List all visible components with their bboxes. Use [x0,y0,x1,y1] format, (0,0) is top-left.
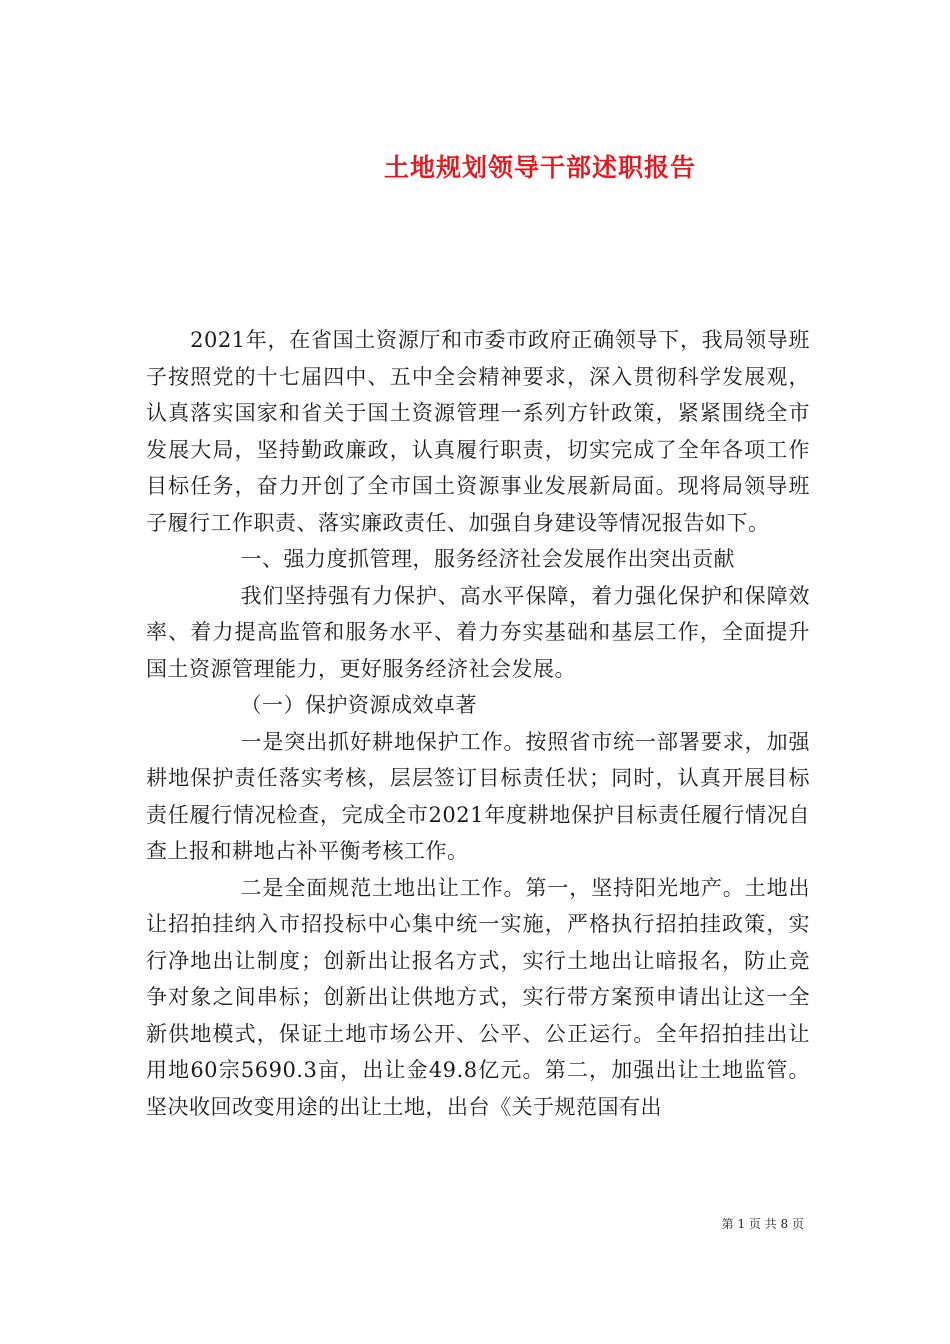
document-body [146,322,810,1125]
subsection-heading-1: （一）保护资源成效卓著 [240,693,477,717]
section-heading-1: 一、强力度抓管理，服务经济社会发展作出突出贡献 [240,547,735,571]
paragraph-farmland: 一是突出抓好耕地保护工作。按照省市统一部署要求，加强耕地保护责任落实考核，层层签订目标责任状；同时，认真开展目标责任履行情况检查，完成全市2021年度耕地保护目标责任履行情况自查上报和耕地占补平衡考核工作。 [146,729,810,863]
paragraph-land-transfer: 二是全面规范土地出让工作。第一，坚持阳光地产。土地出让招拍挂纳入市招投标中心集中统一实施，严格执行招拍挂政策，实行净地出让制度；创新出让报名方式，实行土地出让暗报名，防止竞争对象之间串标；创新出让供地方式，实行带方案预申请出让这一全新供地模式，保证土地市场公开、公平、公正运行。全年招拍挂出让用地60宗5690.3亩，出让金49.8亿元。第二，加强出让土地监管。坚决收回改变用途的出让土地，出台《关于规范国有出 [146,875,810,1119]
paragraph-intro: 2021年，在省国土资源厅和市委市政府正确领导下，我局领导班子按照党的十七届四中、五中全会精神要求，深入贯彻科学发展观，认真落实国家和省关于国土资源管理一系列方针政策，紧紧围绕全市发展大局，坚持勤政廉政，认真履行职责，切实完成了全年各项工作目标任务，奋力开创了全市国土资源事业发展新局面。现将局领导班子履行工作职责、落实廉政责任、加强自身建设等情况报告如下。 [146,328,810,535]
document-title: 土地规划领导干部述职报告 [383,152,696,182]
paragraph-section-1: 我们坚持强有力保护、高水平保障，着力强化保护和保障效率、着力提高监管和服务水平、着力夯实基础和基层工作，全面提升国土资源管理能力，更好服务经济社会发展。 [146,583,810,681]
page-number: 第 1 页 共 8 页 [721,1217,804,1231]
